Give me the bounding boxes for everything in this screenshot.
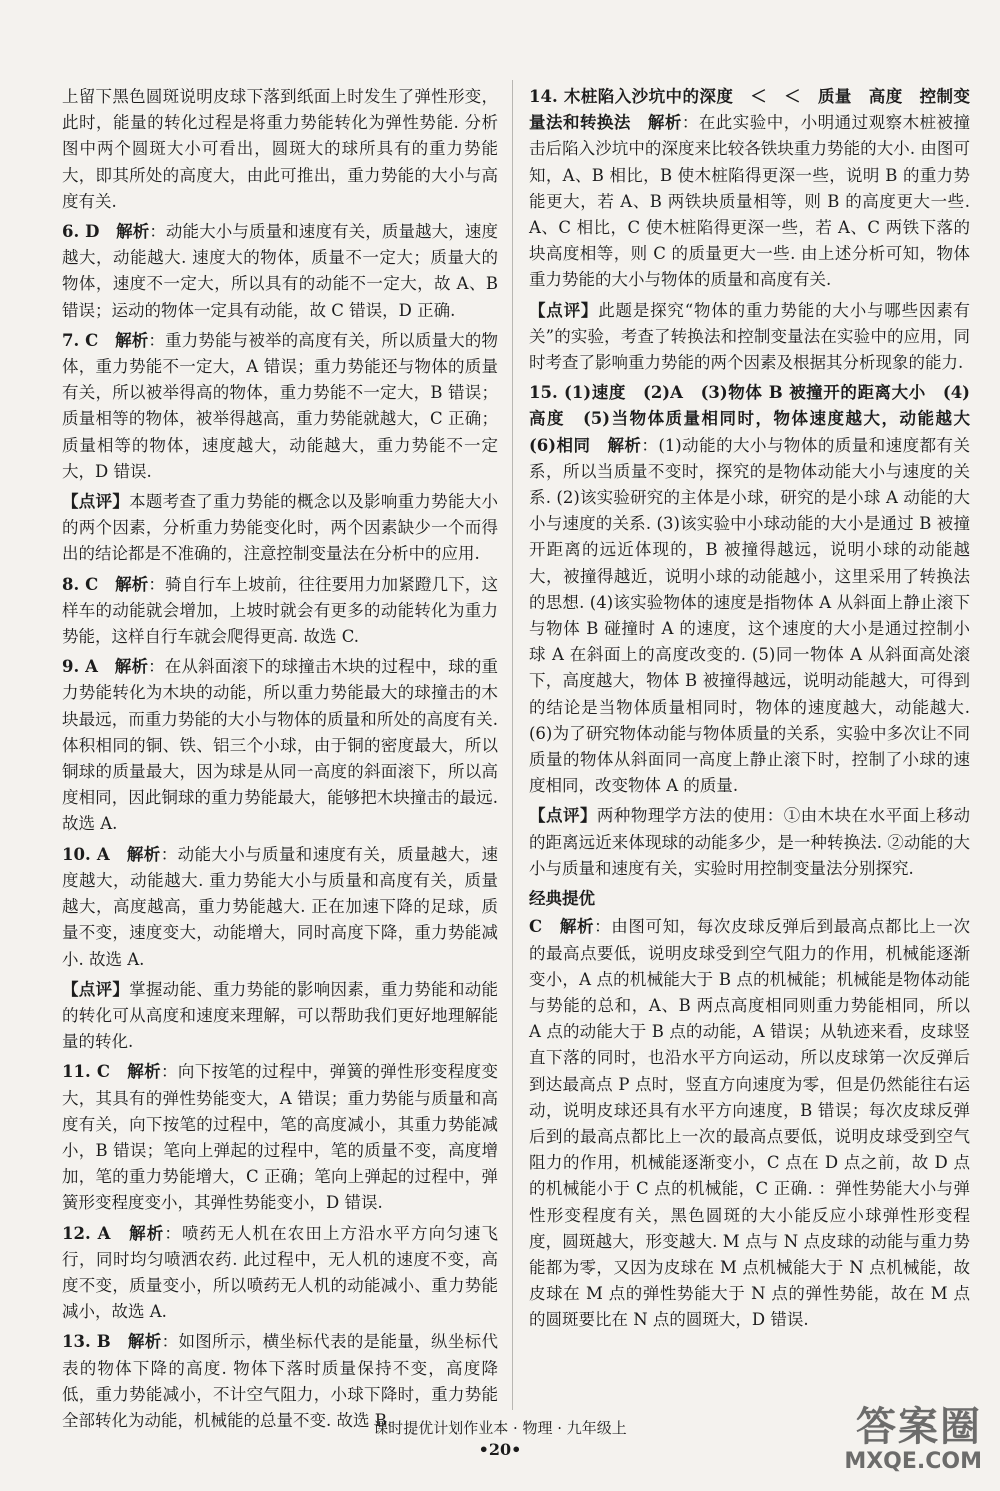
item-text: ：重力势能与被举的高度有关，所以质量大的物体，重力势能不一定大，A 错误；重力势能还与物体的质量有关，所以被举得高的物体，重力势能不一定大，B 错误；质量相等的物体，被举得越高，重力势能就越大，C 正确；质量相等的物体，速度越大，动能越大，重力势能不一定大，D 错误. bbox=[62, 330, 498, 481]
answer-choice: A bbox=[96, 844, 127, 864]
analysis-label: 解析 bbox=[115, 330, 149, 350]
analysis-label: 解析 bbox=[116, 222, 150, 242]
right-column bbox=[529, 84, 987, 1338]
item-text: ：(1)动能的大小与物体的质量和速度都有关系，所以当质量不变时，探究的是物体动能大小与速度的关系. (2)该实验研究的主体是小球，研究的是小球 A 动能的大小与速度的关系. (3)该实验中小球动能的大小是通过 B 被撞开距离的远近体现的，B 被撞得越远，说明小球的动能越大，被撞得越近，说明小球的动能越小，这里采用了转换法的思想. (4)该实验物体的速度是指物体 A 从斜面上静止滚下与物体 B 碰撞时 A 的速度，这个速度的大小是通过控制小球 A 在斜面上的高度改变的. (5)同一物体 A 从斜面高处滚下，高度越大，物体 B 被撞得越远，说明动能越大，可得到的结论是当物体质量相同时，物体的速度越大，动能越大. (6)为了研究物体动能与物体质量的关系，实验中多次让不同质量的物体从斜面同一高度上静止滚下时，控制了小球的速度相同，改变物体 A 的质量. bbox=[529, 435, 970, 796]
watermark-logo-text: 答案圈 bbox=[856, 1404, 982, 1450]
answer-item bbox=[62, 842, 498, 973]
item-text: ：喷药无人机在农田上方沿水平方向匀速飞行，同时均匀喷洒农药. 此过程中，无人机的速度不变，高度不变，质量变小，所以喷药无人机的动能减小、重力势能减小，故选 A. bbox=[62, 1223, 499, 1322]
answer-choice: C bbox=[85, 330, 116, 350]
answer-choice: A bbox=[97, 1223, 130, 1243]
analysis-label: 解析 bbox=[647, 113, 682, 133]
question-number: 10. bbox=[62, 844, 97, 864]
comment-tag: 【点评】 bbox=[62, 492, 130, 512]
section-heading: 经典提优 bbox=[529, 889, 595, 909]
analysis-label: 解析 bbox=[559, 917, 595, 937]
answer-choice: A bbox=[85, 657, 115, 677]
question-number: 11. bbox=[62, 1062, 97, 1082]
analysis-label: 解析 bbox=[607, 435, 642, 455]
item-text: 本题考查了重力势能的概念以及影响重力势能大小的两个因素，分析重力势能变化时，两个因素缺少一个而得出的结论都是不准确的，注意控制变量法在分析中的应用. bbox=[62, 492, 499, 564]
left-column bbox=[62, 84, 498, 1438]
answer-item bbox=[62, 328, 498, 485]
item-text: 掌握动能、重力势能的影响因素，重力势能和动能的转化可从高度和速度来理解，可以帮助我们更好地理解能量的转化. bbox=[62, 979, 499, 1052]
column-divider bbox=[512, 80, 513, 1410]
answer-choice: 木桩陷入沙坑中的深度 ＜ ＜ 质量 高度 控制变量法和转换法 bbox=[529, 87, 970, 133]
answer-item bbox=[529, 84, 970, 294]
analysis-label: 解析 bbox=[127, 1332, 162, 1352]
answer-item bbox=[62, 219, 498, 324]
answer-item bbox=[62, 654, 498, 837]
answer-choice: C bbox=[96, 1062, 128, 1082]
item-text: ：骑自行车上坡前，往往要用力加紧蹬几下，这样车的动能就会增加，上坡时就会有更多的动能转化为重力势能，这样自行车就会爬得更高. 故选 C. bbox=[62, 574, 498, 647]
question-number: 12. bbox=[62, 1223, 98, 1243]
question-number: 13. bbox=[62, 1332, 97, 1352]
comment-tag: 【点评】 bbox=[529, 300, 599, 320]
analysis-label: 解析 bbox=[127, 1062, 161, 1082]
item-text: ：由图可知，每次皮球反弹后到最高点都比上一次的最高点要低，说明皮球受到空气阻力的作用，机械能逐渐变小，A 点的机械能大于 B 点的机械能；机械能是物体动能与势能的总和，A、B 两点高度相同则重力势能相同，所以 A 点的动能大于 B 点的动能，A 错误；从轨迹来看，皮球竖直下落的同时，也沿水平方向运动，所以皮球第一次反弹后到达最高点 P 点时，竖直方向速度为零，但是仍然能往右运动，说明皮球还具有水平方向速度，B 错误；每次皮球反弹后到的最高点都比上一次的最高点要低，说明皮球受到空气阻力的作用，机械能逐渐变小，C 点在 D 点之前，故 D 点的机械能小于 C 点的机械能，C 正确. ：弹性势能大小与弹性形变程度有关，黑色圆斑的大小能反应小球弹性形变程度，圆斑越大，形变越大. M 点与 N 点皮球的动能与重力势能都为零，又因为皮球在 M 点机械能大于 N 点机械能，故皮球在 M 点的弹性势能大于 N 点的弹性势能，故在 M 点的圆斑要比在 N 点的圆斑大，D 错误. bbox=[529, 917, 971, 1330]
answer-choice: B bbox=[96, 1332, 128, 1352]
item-text: ：动能大小与质量和速度有关，质量越大，速度越大，动能越大. 重力势能大小与质量和高度有关，质量越大，高度越高，重力势能越大. 正在加速下降的足球，质量不变，速度变大，动能增大，同时高度下降，重力势能减小. 故选 A. bbox=[62, 844, 499, 969]
comment-block bbox=[529, 803, 970, 882]
item-text: ：如图所示，横坐标代表的是能量，纵坐标代表的物体下降的高度. 物体下落时质量保持不变，高度降低，重力势能减小，不计空气阻力，小球下降时，重力势能全部转化为动能，机械能的总量不变. 故选 B. bbox=[62, 1332, 499, 1430]
analysis-label: 解析 bbox=[126, 844, 161, 864]
answer-choice: C bbox=[85, 574, 116, 594]
question-number: 6. bbox=[62, 222, 86, 242]
comment-block bbox=[62, 489, 498, 568]
item-text: ：动能大小与质量和速度有关，质量越大，速度越大，动能越大. 速度大的物体，质量不一定大；质量大的物体，速度不一定大，所以具有的动能不一定大，故 A、B 错误；运动的物体一定具有动能，故 C 错误，D 正确. bbox=[62, 222, 498, 320]
item-text: 两种物理学方法的使用：①由木块在水平面上移动的距离远近来体现球的动能多少，是一种转换法. ②动能的大小与质量和速度有关，实验时用控制变量法分别探究. bbox=[529, 806, 971, 878]
question-number: 9. bbox=[62, 657, 86, 677]
answer-item bbox=[62, 1059, 498, 1216]
answer-choice: (1)速度 (2)A (3)物体 B 被撞开的距离大小 (4)高度 (5)当物体质量相同时，物体速度越大，动能越大 (6)相同 bbox=[529, 383, 987, 455]
comment-block bbox=[62, 977, 498, 1056]
question-number: 8. bbox=[62, 574, 86, 594]
item-text: ：向下按笔的过程中，弹簧的弹性形变程度变大，其具有的弹性势能变大，A 错误；重力势能与质量和高度有关，向下按笔的过程中，笔的高度减小，其重力势能减小，B 错误；笔向上弹起的过程中，笔的质量不变，高度增加，笔的重力势能增大，C 正确；笔向上弹起的过程中，弹簧形变程度变小，其弹性势能变小，D 错误. bbox=[62, 1062, 499, 1213]
footer-book-title: 课时提优计划作业本 · 物理 · 九年级上 bbox=[373, 1419, 627, 1437]
item-text: 上留下黑色圆斑说明皮球下落到纸面上时发生了弹性形变，此时，能量的转化过程是将重力势能转化为弹性势能. 分析图中两个圆斑大小可看出，圆斑大的球所具有的重力势能大，即其所处的高度大，由此可推出，重力势能的大小与高度有关. bbox=[62, 87, 498, 211]
comment-block bbox=[529, 298, 970, 377]
question-number: 15. bbox=[529, 383, 565, 403]
comment-tag: 【点评】 bbox=[62, 979, 130, 999]
watermark-url: MXQE.COM bbox=[844, 1449, 982, 1474]
answer-item bbox=[529, 914, 970, 1333]
answer-item bbox=[62, 84, 498, 215]
answer-item bbox=[62, 572, 498, 651]
analysis-label: 解析 bbox=[129, 1223, 165, 1243]
item-text: ：在此实验中，小明通过观察木桩被撞击后陷入沙坑中的深度来比较各铁块重力势能的大小. 由图可知，A、B 相比，B 使木桩陷得更深一些，说明 B 的重力势能更大，若 A、B 两铁块质量相等，则 B 的高度更大一些. A、C 相比，C 使木桩陷得更深一些，若 A、C 两铁下落的块高度相等，则 C 的质量更大一些. 由上述分析可知，物体重力势能的大小与物体的质量和高度有关. bbox=[529, 113, 971, 290]
page-number: •20• bbox=[478, 1440, 522, 1459]
answer-item bbox=[529, 380, 987, 799]
answer-choice: D bbox=[85, 222, 117, 242]
question-number: 7. bbox=[62, 330, 86, 350]
answer-item bbox=[62, 1221, 498, 1326]
item-text: 此题是探究“物体的重力势能的大小与哪些因素有关”的实验，考查了转换法和控制变量法在实验中的应用，同时考查了影响重力势能的两个因素及根据其分析现象的能力. bbox=[529, 300, 971, 373]
comment-tag: 【点评】 bbox=[529, 806, 597, 826]
item-text: ：在从斜面滚下的球撞击木块的过程中，球的重力势能转化为木块的动能，所以重力势能最大的球撞击的木块最远，而重力势能的大小与物体的质量和所处的高度有关. 体积相同的铜、铁、铝三个小球，由于铜的密度最大，所以铜球的质量最大，因为球是从同一高度的斜面滚下，所以高度相同，因此铜球的重力势能最大，能够把木块撞击的最远. 故选 A. bbox=[62, 657, 498, 834]
analysis-label: 解析 bbox=[115, 574, 149, 594]
question-number: 14. bbox=[529, 87, 564, 106]
site-watermark bbox=[844, 1405, 982, 1475]
answer-choice: C bbox=[529, 917, 560, 937]
analysis-label: 解析 bbox=[114, 657, 149, 677]
